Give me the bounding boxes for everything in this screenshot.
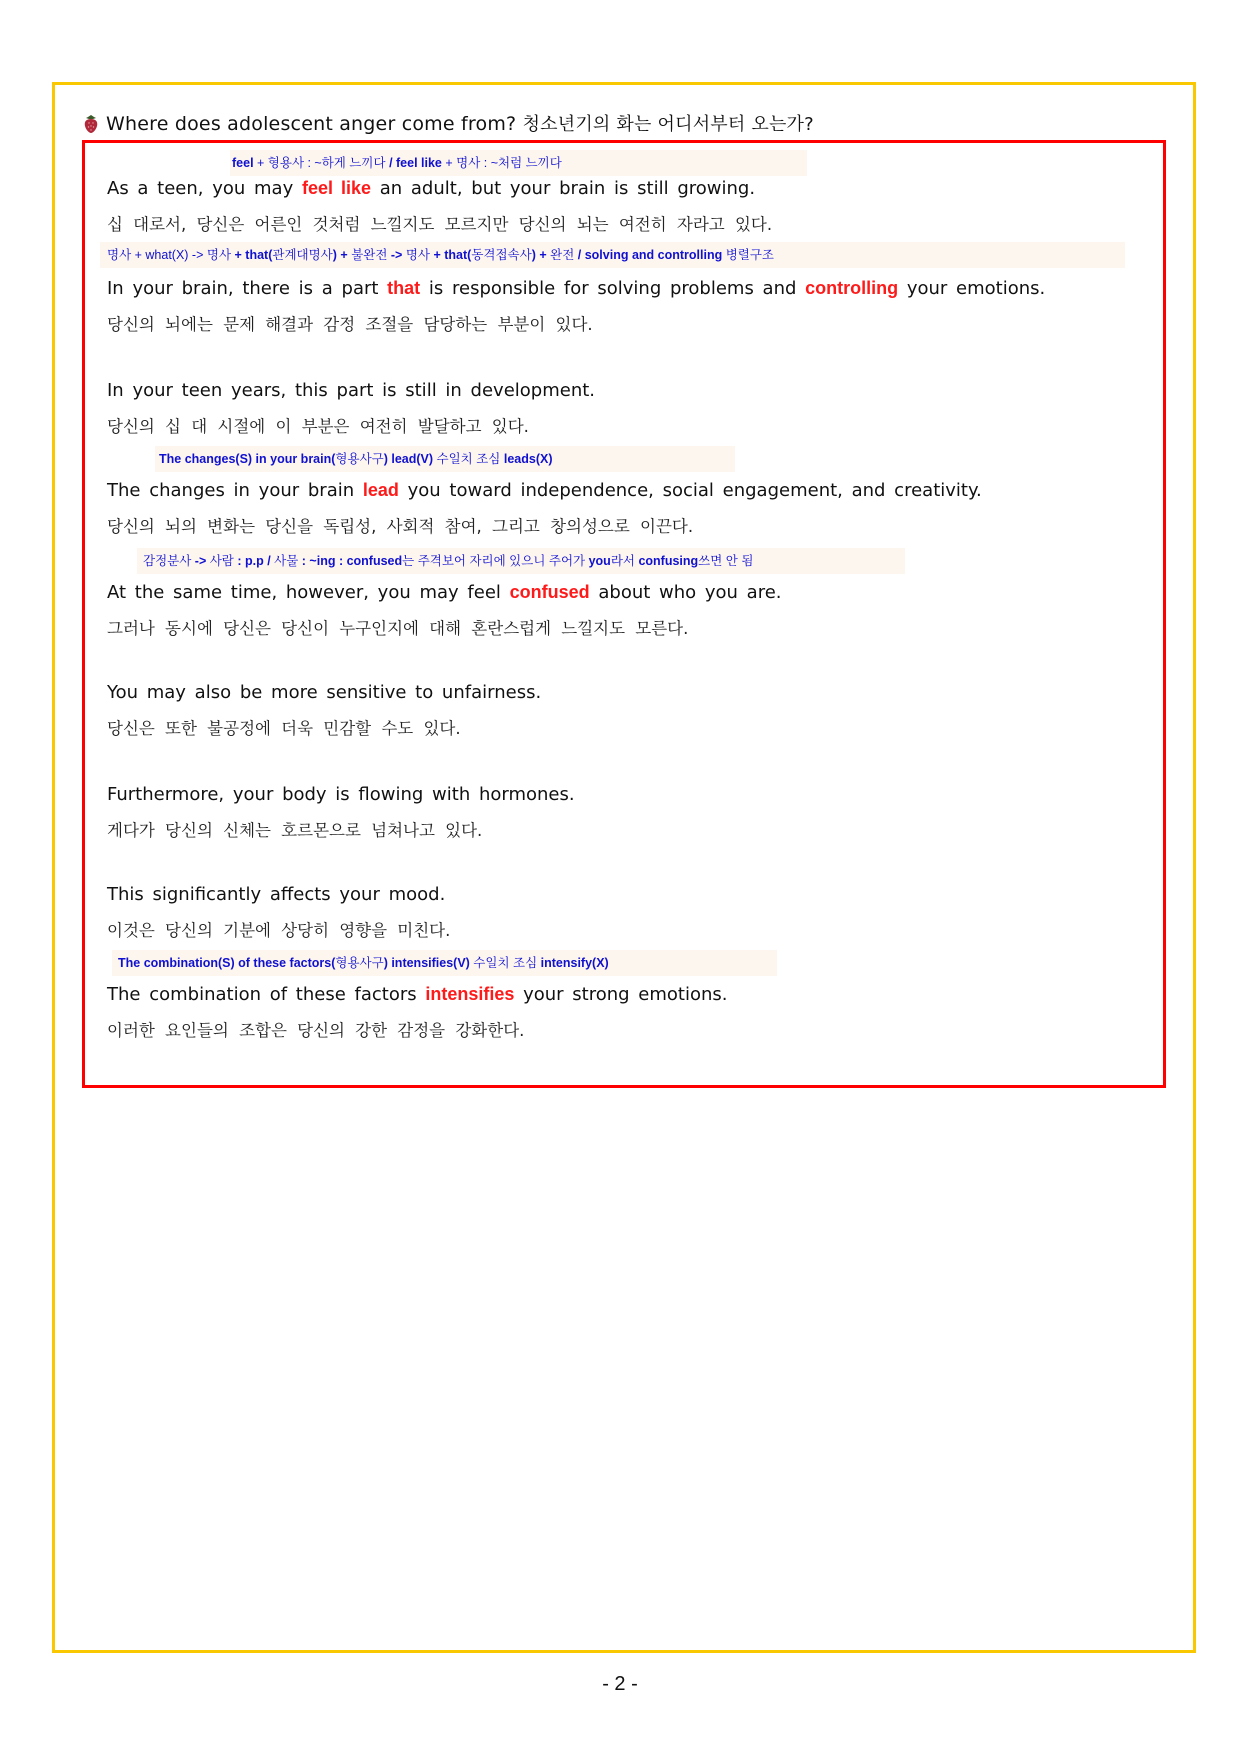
sentence-text: your strong emotions. [514, 984, 728, 1005]
sentence-text: As a teen, you may [107, 178, 302, 199]
highlighted-word: confused [509, 582, 590, 602]
note-text: 라서 [610, 554, 639, 568]
english-sentence [107, 984, 728, 1005]
note-text: you [588, 554, 611, 568]
english-sentence: Furthermore, your body is flowing with hormones. [107, 784, 575, 805]
note-text: ) + [531, 248, 551, 262]
note-text: 명사 [203, 248, 235, 262]
english-sentence: In your teen years, this part is still in development. [107, 380, 596, 401]
note-text: + that( [234, 248, 273, 262]
note-text: 불완전 [351, 248, 388, 262]
note-text: 동격접속사 [471, 248, 532, 262]
sentence-text: The combination of these factors [107, 984, 426, 1005]
note-text: 쓰면 안 됨 [698, 554, 754, 568]
korean-translation: 십 대로서, 당신은 어른인 것처럼 느낄지도 모르지만 당신의 뇌는 여전히 자라고 있다. [107, 215, 773, 234]
note-text: : ~ing : confused [298, 554, 403, 568]
note-text: 는 주격보어 자리에 있으니 주어가 [402, 554, 589, 568]
english-sentence [107, 278, 1045, 299]
note-text: 사물 [274, 554, 299, 568]
highlighted-word: intensifies [425, 984, 515, 1004]
note-text: -> [191, 554, 210, 568]
sentence-text: At the same time, however, you may feel [107, 582, 510, 603]
note-text: + that( [430, 248, 472, 262]
highlighted-word: lead [362, 480, 399, 500]
korean-translation: 이러한 요인들의 조합은 당신의 강한 감정을 강화한다. [107, 1021, 525, 1040]
note-text: -> [387, 248, 406, 262]
grammar-note [100, 242, 1125, 268]
english-sentence: You may also be more sensitive to unfairness. [107, 682, 542, 703]
note-text: ) lead(V) [383, 452, 437, 466]
grammar-note [230, 150, 807, 176]
note-text: : p.p / [233, 554, 275, 568]
note-text: leads(X) [500, 452, 553, 466]
grammar-note [155, 446, 735, 472]
grammar-note [137, 548, 905, 574]
note-text: The combination(S) of these factors( [118, 956, 336, 970]
note-text: + 형용사 : ~하게 느끼다 [253, 156, 390, 170]
korean-translation: 게다가 당신의 신체는 호르몬으로 넘쳐나고 있다. [107, 821, 483, 840]
note-text: / feel like [389, 156, 442, 170]
note-text: 사람 [209, 554, 234, 568]
note-text: 명사 [405, 248, 430, 262]
note-text: + 명사 : ~처럼 느끼다 [441, 156, 562, 170]
korean-translation: 그러나 동시에 당신은 당신이 누구인지에 대해 혼란스럽게 느낄지도 모른다. [107, 619, 689, 638]
note-text: ) intensifies(V) [383, 956, 474, 970]
sentence-text: an adult, but your brain is still growing. [371, 178, 756, 199]
note-text: ) + [332, 248, 352, 262]
page-number: - 2 - [602, 1673, 638, 1695]
note-text: 관계대명사 [272, 248, 333, 262]
grammar-note [112, 950, 777, 976]
sentence-text: The changes in your brain [107, 480, 363, 501]
sentence-text: you toward independence, social engagement, and creativity. [398, 480, 982, 501]
highlighted-word: feel like [301, 178, 372, 198]
title-english: Where does adolescent anger come from? [106, 113, 517, 135]
note-text: intensify(X) [537, 956, 609, 970]
highlighted-word: that [387, 278, 421, 298]
note-text: 감정분사 [143, 554, 192, 568]
note-text: / solving and controlling [574, 248, 726, 262]
note-text: confusing [638, 554, 699, 568]
korean-translation: 당신의 뇌에는 문제 해결과 감정 조절을 담당하는 부분이 있다. [107, 315, 593, 334]
english-sentence: This significantly affects your mood. [107, 884, 446, 905]
sentence-text: In your brain, there is a part [107, 278, 388, 299]
strawberry-icon [84, 115, 98, 133]
note-text: 형용사구 [335, 956, 384, 970]
korean-translation: 당신의 뇌의 변화는 당신을 독립성, 사회적 참여, 그리고 창의성으로 이끈다. [107, 517, 694, 536]
note-text: feel [232, 156, 254, 170]
korean-translation: 당신의 십 대 시절에 이 부분은 여전히 발달하고 있다. [107, 417, 529, 436]
note-text: 명사 + what(X) -> [107, 248, 204, 262]
sentence-text: your emotions. [898, 278, 1046, 299]
note-text: The changes(S) in your brain( [159, 452, 336, 466]
note-text: 형용사구 [335, 452, 384, 466]
english-sentence [107, 480, 982, 501]
title-korean: 청소년기의 화는 어디서부터 오는가? [522, 114, 814, 135]
note-text: 병렬구조 [725, 248, 775, 262]
english-sentence [107, 178, 755, 199]
english-sentence [107, 582, 782, 603]
note-text: 수일치 조심 [473, 956, 538, 970]
note-text: 완전 [550, 248, 575, 262]
sentence-text: about who you are. [589, 582, 782, 603]
korean-translation: 당신은 또한 불공정에 더욱 민감할 수도 있다. [107, 719, 461, 738]
section-title [84, 110, 814, 136]
korean-translation: 이것은 당신의 기분에 상당히 영향을 미친다. [107, 921, 451, 940]
highlighted-word: controlling [805, 278, 899, 298]
note-text: 수일치 조심 [436, 452, 501, 466]
sentence-text: is responsible for solving problems and [420, 278, 806, 299]
